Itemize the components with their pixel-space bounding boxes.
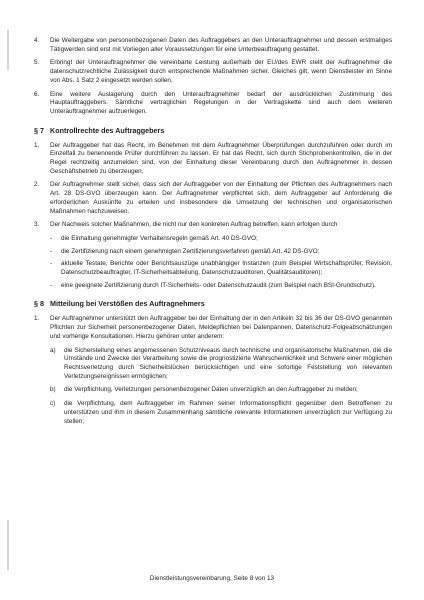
item-number: 5. [34, 59, 40, 67]
document-body [34, 37, 392, 431]
dash-item-text: eine geeignete Zertifizierung durch IT-Sicherheits- oder Datenschutzaudit (zum Beispiel nach BSI-Grundschutz). [61, 281, 376, 289]
section-number: § 8 [34, 299, 44, 309]
paragraph-item [34, 91, 392, 117]
dash-list-item [50, 282, 392, 291]
lettered-list-item [50, 400, 392, 426]
item-letter: c) [50, 400, 56, 408]
item-text: Der Nachweis solcher Maßnahmen, die nicht nur den konkreten Auftrag betreffen, kann erfolgen durch [50, 221, 338, 229]
section-7-heading [34, 126, 392, 135]
item-number: 6. [34, 90, 40, 98]
item-text: Erbringt der Unterauftragnehmer die vereinbarte Leistung außerhalb der EU/des EWR stellt der Auftragnehmer die datenschutzrechtliche Zulässigkeit durch entsprechende Maßnahmen sicher. Gleiches gilt, wenn Dienstleister im Sinne von Abs. 1 Satz 2 eingesetzt werden sollen. [50, 59, 392, 84]
sub-item-text: die Sicherstellung eines angemessenen Schutzniveaus durch technische und organisatorische Maßnahmen, die die Umstände und Zwecke der Verarbeitung sowie die prognostizierte Wahrscheinlichkeit und Schwere einer möglichen Rechtsverletzung durch Sicherheitslücken berücksichtigen und eine sofortige Feststellung von relevanten Verletzungsereignissen ermöglichen; [64, 346, 392, 380]
item-number: 4. [34, 37, 40, 44]
dash-bullet: - [50, 281, 53, 289]
item-letter: a) [50, 346, 56, 354]
dash-item-text: aktuelle Testate, Berichte oder Berichtsauszüge unabhängiger Instanzen (zum Beispiel Wirtschaftsprüfer, Revision, Datenschutzbeauftragter, IT-Sicherheitsabteilung, Datenschutzauditoren, Qualitätsauditoren); [61, 260, 392, 277]
item-number: 1. [34, 141, 40, 149]
paragraph-item [34, 37, 392, 54]
lettered-list [34, 347, 392, 427]
item-text: Der Auftragnehmer unterstützt den Auftraggeber bei der Einhaltung der in den Artikeln 32 bis 36 der DS-GVO genannten Pflichten zur Sicherheit personenbezogener Daten, Meldepflichten bei Datenpannen, Datenschutz-Folgeabschätzungen und vorherige Konsultationen. Hierzu gehören unter anderem: [50, 315, 392, 340]
item-text: Der Auftraggeber hat das Recht, im Benehmen mit dem Auftragnehmer Überprüfungen durchzuführen oder durch im Einzelfall zu benennende Prüfer durchführen zu lassen. Er hat das Recht, sich durch Stichprobenkontrollen, die in der Regel rechtzeitig anzumelden sind, von der Einhaltung dieser Vereinbarung durch den Auftragnehmer in dessen Geschäftsbetrieb zu überzeugen. [50, 141, 392, 175]
item-letter: b) [50, 386, 56, 394]
paragraph-item [34, 59, 392, 85]
item-number: 1. [34, 315, 40, 323]
sub-item-text: die Verpflichtung, dem Auftraggeber im Rahmen seiner Informationspflicht gegenüber dem Betroffenen zu unterstützen und ihm in diesem Zusammenhang sämtliche relevante Informationen unverzüglich zur Verfügung zu stellen; [64, 400, 392, 425]
dash-bullet: - [50, 247, 53, 255]
dash-bullet: - [50, 260, 53, 268]
item-text: Der Auftragnehmer stellt sicher, dass sich der Auftraggeber von der Einhaltung der Pflichten des Auftragnehmers nach Art. 28 DS-GVO überzeugen kann. Der Auftragnehmer verpflichtet sich, dem Auftraggeber auf Anforderung die erforderlichen Auskünfte zu erteilen und insbesondere die Umsetzung der technischen und organisatorischen Maßnahmen nachzuweisen. [50, 181, 392, 215]
dash-list-item [50, 260, 392, 277]
section-8-heading [34, 299, 392, 308]
scan-margin-mark [7, 520, 9, 570]
item-text: Die Weitergabe von personenbezogenen Daten des Auftraggebers an den Unterauftragnehmer und dessen erstmaliges Tätigwerden sind erst mit Vorliegen aller Voraussetzungen für eine Unterbeauftragung gestattet. [50, 37, 392, 53]
lettered-list-item [50, 386, 392, 395]
item-text: Eine weitere Auslagerung durch den Unterauftragnehmer bedarf der ausdrücklichen Zustimmung des Hauptauftraggebers. Sämtliche vertraglichen Regelungen in der Vertragskette sind auch dem weiteren Unterauftragnehmer aufzuerlegen. [50, 90, 392, 115]
paragraph-item [34, 221, 392, 230]
section-title: Mitteilung bei Verstößen des Auftragnehmers [50, 299, 205, 309]
paragraph-item [34, 142, 392, 177]
page-footer: Dienstleistungsvereinbarung, Seite 8 von 13 [149, 575, 275, 582]
dash-item-text: die Einhaltung genehmigter Verhaltensregeln gemäß Art. 40 DS-GVO; [61, 234, 258, 242]
dash-bullet: - [50, 234, 53, 242]
paragraph-item [34, 181, 392, 216]
item-number: 2. [34, 181, 40, 189]
dash-list-item [50, 235, 392, 244]
paragraph-item [34, 315, 392, 341]
dash-item-text: die Zertifizierung nach einem genehmigten Zertifizierungsverfahren gemäß Art. 42 DS-GVO; [61, 247, 320, 255]
scan-margin-mark [7, 30, 9, 70]
section-title: Kontrollrechte des Auftraggebers [50, 125, 165, 135]
dash-list-item [50, 248, 392, 257]
sub-item-text: die Verpflichtung, Verletzungen personenbezogener Daten unverzüglich an den Auftraggeber zu melden; [64, 386, 358, 394]
section-number: § 7 [34, 125, 44, 135]
lettered-list-item [50, 347, 392, 382]
dash-list [34, 235, 392, 291]
item-number: 3. [34, 221, 40, 229]
